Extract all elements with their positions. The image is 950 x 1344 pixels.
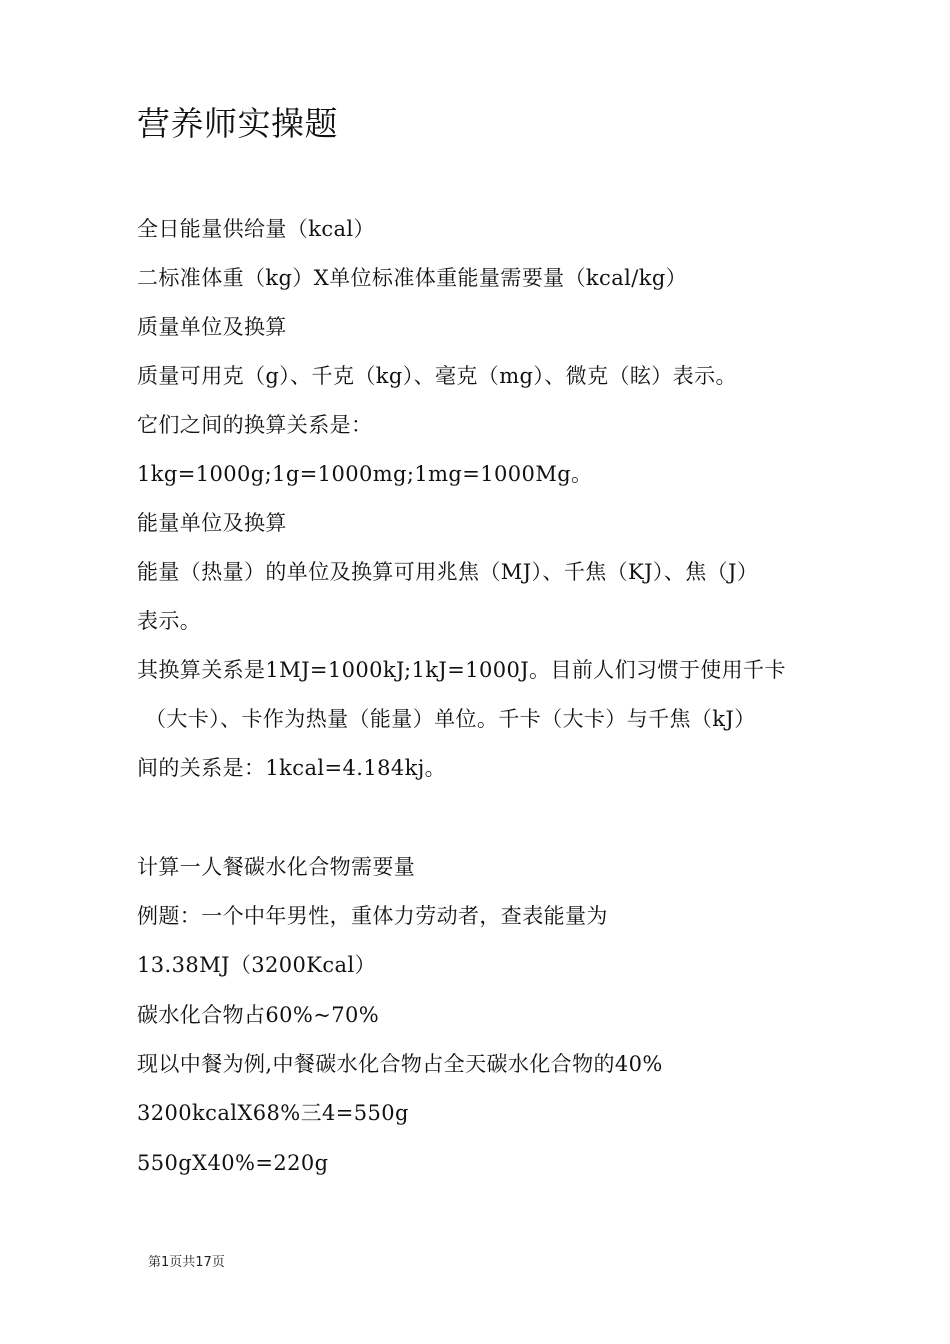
text-line: 间的关系是：1kcal=4.184kj。: [137, 756, 447, 780]
text-line: 13.38MJ（3200Kcal）: [137, 953, 376, 977]
section-heading: 质量单位及换算: [137, 315, 287, 339]
text-line: 1kg=1000g;1g=1000mg;1mg=1000Mg。: [137, 462, 593, 486]
text-line: 550gX40%=220g: [137, 1151, 329, 1175]
text-line: 全日能量供给量（kcal）: [137, 217, 375, 241]
page-title: 营养师实操题: [137, 104, 338, 143]
text-line: 二标准体重（kg）X单位标准体重能量需要量（kcal/kg）: [137, 266, 688, 290]
text-line: 现以中餐为例,中餐碳水化合物占全天碳水化合物的40%: [137, 1052, 663, 1076]
page-footer: 第1页共17页: [148, 1255, 225, 1270]
section-heading: 计算一人餐碳水化合物需要量: [137, 855, 416, 879]
text-line: 其换算关系是1MJ=1000kJ;1kJ=1000J。目前人们习惯于使用千卡: [137, 658, 786, 682]
section-heading: 能量单位及换算: [137, 511, 287, 535]
text-line: 例题：一个中年男性，重体力劳动者，查表能量为: [137, 904, 608, 928]
text-line: 碳水化合物占60%~70%: [137, 1003, 380, 1027]
text-line: 3200kcalX68%三4=550g: [137, 1101, 409, 1125]
text-line: 它们之间的换算关系是：: [137, 413, 373, 437]
text-line: 表示。: [137, 609, 202, 633]
text-line: （大卡）、卡作为热量（能量）单位。千卡（大卡）与千焦（kJ）: [145, 707, 756, 731]
text-line: 质量可用克（g）、千克（kg）、毫克（mg）、微克（眩）表示。: [137, 364, 737, 388]
text-line: 能量（热量）的单位及换算可用兆焦（MJ）、千焦（KJ）、焦（J）: [137, 560, 759, 584]
